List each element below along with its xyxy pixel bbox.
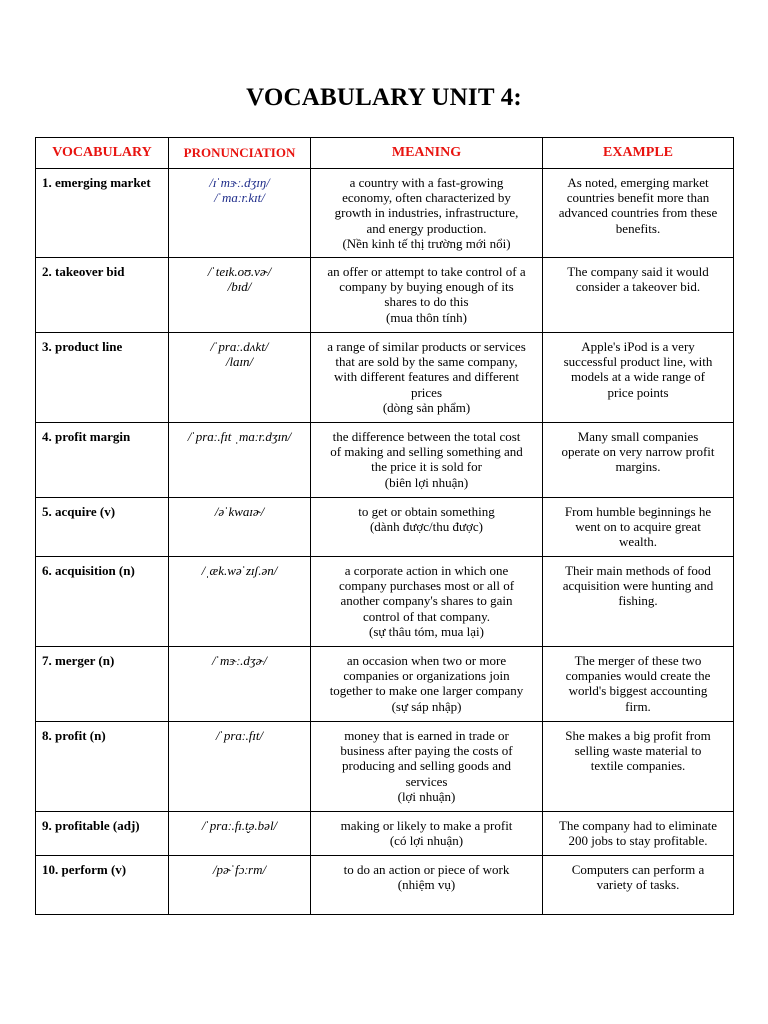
- header-meaning: MEANING: [311, 138, 543, 169]
- example-line: models at a wide range of: [571, 369, 705, 385]
- meaning-cell: [311, 423, 543, 498]
- example-line: The company had to eliminate: [558, 818, 718, 833]
- pronunciation-line: /ˈmɝː.dʒɚ/: [212, 653, 267, 668]
- pronunciation-line: /ɪˈmɝː.dʒɪŋ/: [209, 175, 270, 190]
- meaning-translation: (lợi nhuận): [397, 788, 456, 804]
- example-cell: [543, 812, 734, 856]
- example-line: Apple's iPod is a very: [581, 339, 695, 354]
- meaning-line: company by buying enough of its: [339, 279, 514, 295]
- pronunciation-cell: [169, 258, 311, 333]
- meaning-translation: (nhiệm vụ): [397, 877, 456, 893]
- page-title: VOCABULARY UNIT 4:: [246, 84, 522, 111]
- meaning-translation: (biên lợi nhuận): [384, 474, 469, 490]
- meaning-line: of making and selling something and: [330, 444, 523, 460]
- example-cell: [543, 333, 734, 423]
- meaning-line: that are sold by the same company,: [335, 354, 518, 370]
- example-line: She makes a big profit from: [565, 728, 711, 743]
- pronunciation-line: /laɪn/: [225, 354, 254, 370]
- vocab-word: 8. profit (n): [36, 722, 169, 812]
- example-line: fishing.: [618, 593, 658, 609]
- example-cell: [543, 856, 734, 915]
- example-cell: [543, 423, 734, 498]
- example-line: margins.: [615, 459, 661, 475]
- vocab-word: 3. product line: [36, 333, 169, 423]
- meaning-translation: (dành được/thu được): [369, 519, 484, 535]
- table-row: [36, 812, 734, 856]
- example-line: world's biggest accounting: [568, 683, 708, 699]
- meaning-line: an offer or attempt to take control of a: [327, 264, 526, 279]
- vocab-word: 10. perform (v): [36, 856, 169, 915]
- meaning-line: the difference between the total cost: [332, 429, 521, 444]
- example-cell: [543, 557, 734, 647]
- table-row: [36, 856, 734, 915]
- meaning-line: to get or obtain something: [358, 504, 495, 519]
- meaning-line: control of that company.: [363, 608, 490, 624]
- pronunciation-line: /əˈkwaɪɚ/: [214, 504, 265, 519]
- meaning-line: to do an action or piece of work: [343, 862, 510, 877]
- meaning-cell: [311, 647, 543, 722]
- meaning-cell: [311, 498, 543, 557]
- pronunciation-cell: [169, 722, 311, 812]
- example-line: wealth.: [619, 534, 657, 550]
- example-line: advanced countries from these: [558, 205, 718, 221]
- meaning-line: prices: [410, 384, 443, 400]
- pronunciation-line: /ˈprɑː.dʌkt/: [210, 339, 269, 354]
- vocab-word: 1. emerging market: [36, 169, 169, 258]
- example-line: successful product line, with: [563, 354, 713, 370]
- example-line: The company said it would: [567, 264, 709, 279]
- table-row: [36, 333, 734, 423]
- example-line: companies would create the: [565, 668, 711, 684]
- meaning-translation: (mua thôn tính): [386, 309, 467, 325]
- meaning-translation: (sự thâu tóm, mua lại): [369, 623, 484, 639]
- example-line: selling waste material to: [574, 743, 702, 759]
- pronunciation-cell: [169, 856, 311, 915]
- meaning-translation: (Nền kinh tế thị trường mới nổi): [342, 235, 511, 251]
- example-cell: [543, 258, 734, 333]
- vocab-word: 4. profit margin: [36, 423, 169, 498]
- header-pronunciation: PRONUNCIATION: [169, 138, 311, 169]
- example-line: firm.: [625, 698, 651, 714]
- meaning-line: money that is earned in trade or: [344, 728, 509, 743]
- meaning-line: another company's shares to gain: [340, 593, 513, 609]
- example-line: went on to acquire great: [575, 519, 701, 535]
- example-line: countries benefit more than: [566, 190, 710, 206]
- meaning-line: a country with a fast-growing: [349, 175, 504, 190]
- table-row: [36, 557, 734, 647]
- pronunciation-cell: [169, 169, 311, 258]
- pronunciation-line: /ˈprɑː.fɪt/: [215, 728, 264, 743]
- example-line: consider a takeover bid.: [575, 279, 701, 295]
- vocab-word: 7. merger (n): [36, 647, 169, 722]
- table-row: [36, 722, 734, 812]
- header-vocabulary: VOCABULARY: [36, 138, 169, 169]
- meaning-line: a corporate action in which one: [344, 563, 509, 578]
- meaning-line: with different features and different: [333, 369, 520, 385]
- table-row: [36, 498, 734, 557]
- table-row: [36, 258, 734, 333]
- meaning-translation: (sự sáp nhập): [391, 698, 462, 714]
- meaning-cell: [311, 258, 543, 333]
- table-row: [36, 169, 734, 258]
- meaning-cell: [311, 333, 543, 423]
- example-line: Their main methods of food: [565, 563, 711, 578]
- example-line: textile companies.: [590, 758, 686, 774]
- example-cell: [543, 169, 734, 258]
- meaning-cell: [311, 856, 543, 915]
- table-row: [36, 647, 734, 722]
- pronunciation-line: /ˈteɪk.oʊ.vɚ/: [207, 264, 272, 279]
- example-line: Computers can perform a: [571, 862, 705, 877]
- meaning-line: together to make one larger company: [329, 683, 524, 699]
- meaning-line: services: [405, 773, 448, 789]
- meaning-line: shares to do this: [384, 294, 469, 310]
- vocabulary-table: [35, 137, 734, 915]
- example-line: The merger of these two: [574, 653, 702, 668]
- example-line: As noted, emerging market: [567, 175, 709, 190]
- pronunciation-cell: [169, 557, 311, 647]
- meaning-cell: [311, 557, 543, 647]
- meaning-line: company purchases most or all of: [338, 578, 515, 594]
- pronunciation-line: /ˈmɑːr.kɪt/: [214, 190, 265, 206]
- pronunciation-cell: [169, 333, 311, 423]
- meaning-line: the price it is sold for: [371, 459, 482, 475]
- pronunciation-cell: [169, 647, 311, 722]
- pronunciation-cell: [169, 423, 311, 498]
- example-cell: [543, 722, 734, 812]
- meaning-line: business after paying the costs of: [340, 743, 513, 759]
- vocab-word: 5. acquire (v): [36, 498, 169, 557]
- meaning-line: economy, often characterized by: [342, 190, 511, 206]
- vocab-word: 2. takeover bid: [36, 258, 169, 333]
- example-line: benefits.: [615, 220, 661, 236]
- meaning-line: producing and selling goods and: [342, 758, 511, 774]
- meaning-line: a range of similar products or services: [327, 339, 526, 354]
- example-line: Many small companies: [577, 429, 699, 444]
- example-line: From humble beginnings he: [564, 504, 712, 519]
- header-example: EXAMPLE: [543, 138, 734, 169]
- example-line: acquisition were hunting and: [562, 578, 714, 594]
- pronunciation-line: /ˈprɑː.fɪ.t̬ə.bəl/: [201, 818, 278, 833]
- meaning-cell: [311, 169, 543, 258]
- meaning-translation: (có lợi nhuận): [389, 833, 464, 849]
- pronunciation-line: /bɪd/: [227, 279, 252, 295]
- meaning-line: and energy production.: [366, 220, 487, 236]
- vocab-word: 6. acquisition (n): [36, 557, 169, 647]
- example-cell: [543, 498, 734, 557]
- example-line: price points: [607, 384, 669, 400]
- meaning-line: growth in industries, infrastructure,: [334, 205, 519, 221]
- example-line: 200 jobs to stay profitable.: [568, 833, 708, 849]
- vocab-word: 9. profitable (adj): [36, 812, 169, 856]
- meaning-line: making or likely to make a profit: [340, 818, 513, 833]
- example-line: variety of tasks.: [596, 877, 680, 893]
- pronunciation-line: /pɚˈfɔːrm/: [212, 862, 267, 877]
- meaning-line: an occasion when two or more: [346, 653, 507, 668]
- table-header-row: [36, 138, 734, 169]
- meaning-line: companies or organizations join: [343, 668, 510, 684]
- pronunciation-line: /ˌæk.wəˈzɪʃ.ən/: [201, 563, 278, 578]
- meaning-cell: [311, 812, 543, 856]
- pronunciation-line: /ˈprɑː.fɪt ˌmɑːr.dʒɪn/: [187, 429, 292, 444]
- example-cell: [543, 647, 734, 722]
- table-row: [36, 423, 734, 498]
- pronunciation-cell: [169, 812, 311, 856]
- pronunciation-cell: [169, 498, 311, 557]
- example-line: operate on very narrow profit: [561, 444, 715, 460]
- meaning-translation: (dòng sản phẩm): [382, 399, 471, 415]
- meaning-cell: [311, 722, 543, 812]
